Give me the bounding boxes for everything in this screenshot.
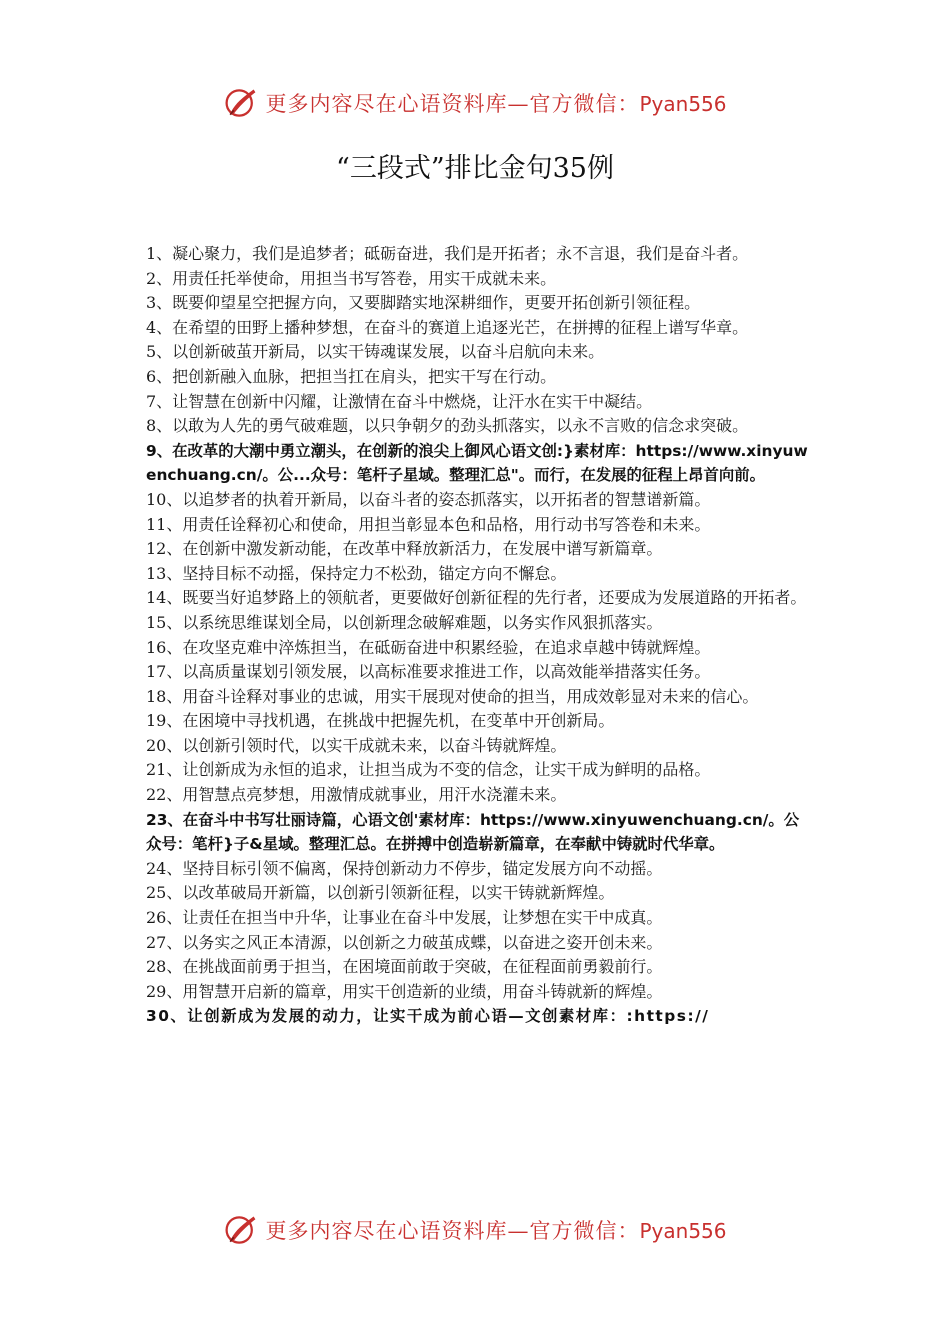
list-item: 13、坚持目标不动摇，保持定力不松劲，锚定方向不懈怠。	[146, 563, 567, 583]
banner-text: 更多内容尽在心语资料库—官方微信：Pyan556	[265, 92, 727, 116]
list-item: 2、用责任托举使命，用担当书写答卷，用实干成就未来。	[146, 268, 557, 288]
list-item: 27、以务实之风正本清源，以创新之力破茧成蝶，以奋进之姿开创未来。	[146, 932, 663, 952]
list-item: 29、用智慧开启新的篇章，用实干创造新的业绩，用奋斗铸就新的辉煌。	[146, 981, 663, 1001]
list-item: 20、以创新引领时代，以实干成就未来，以奋斗铸就辉煌。	[146, 735, 567, 755]
list-item: 12、在创新中激发新动能，在改革中释放新活力，在发展中谱写新篇章。	[146, 539, 663, 559]
list-item: 5、以创新破茧开新局，以实干铸魂谋发展，以奋斗启航向未来。	[146, 342, 605, 362]
list-item: 30、让创新成为发展的动力，让实干成为前心语—文创素材库：:https://	[146, 1007, 710, 1026]
list-item: 15、以系统思维谋划全局，以创新理念破解难题，以务实作风狠抓落实。	[146, 612, 663, 632]
list-item: 6、把创新融入血脉，把担当扛在肩头，把实干写在行动。	[146, 366, 557, 386]
list-item: 10、以追梦者的执着开新局，以奋斗者的姿态抓落实，以开拓者的智慧谱新篇。	[146, 489, 711, 509]
list-item: 24、坚持目标引领不偏离，保持创新动力不停步，锚定发展方向不动摇。	[146, 858, 663, 878]
footer-banner	[0, 1208, 950, 1252]
list-item: 28、在挑战面前勇于担当，在困境面前敢于突破，在征程面前勇毅前行。	[146, 957, 663, 977]
banner-text: 更多内容尽在心语资料库—官方微信：Pyan556	[265, 1219, 727, 1243]
pen-logo-icon	[223, 1212, 259, 1248]
list-item: 8、以敢为人先的勇气破难题，以只争朝夕的劲头抓落实，以永不言败的信念求突破。	[146, 416, 749, 436]
list-item: 26、让责任在担当中升华，让事业在奋斗中发展，让梦想在实干中成真。	[146, 908, 663, 928]
list-item: 21、让创新成为永恒的追求，让担当成为不变的信念，让实干成为鲜明的品格。	[146, 760, 711, 780]
list-item: 9、在改革的大潮中勇立潮头，在创新的浪尖上御风心语文创:}素材库：https://www.xinyuwenchuang.cn/。公...众号：笔杆子星域。整理汇总"。而行，在发展的征程上昂首向前。	[146, 441, 808, 485]
header-banner	[0, 81, 950, 125]
list-item: 23、在奋斗中书写壮丽诗篇，心语文创'素材库：https://www.xinyuwenchuang.cn/。公众号：笔杆}子&星域。整理汇总。在拼搏中创造崭新篇章，在奉献中铸就时代华章。	[146, 810, 800, 854]
list-item: 19、在困境中寻找机遇，在挑战中把握先机，在变革中开创新局。	[146, 711, 615, 731]
list-item: 3、既要仰望星空把握方向，又要脚踏实地深耕细作，更要开拓创新引领征程。	[146, 293, 701, 313]
document-body	[146, 242, 808, 1029]
list-item: 17、以高质量谋划引领发展，以高标准要求推进工作，以高效能举措落实任务。	[146, 662, 711, 682]
document-title: “三段式”排比金句35例	[336, 153, 614, 184]
list-item: 4、在希望的田野上播种梦想，在奋斗的赛道上追逐光芒，在拼搏的征程上谱写华章。	[146, 317, 749, 337]
list-item: 14、既要当好追梦路上的领航者，更要做好创新征程的先行者，还要成为发展道路的开拓者。	[146, 588, 807, 608]
list-item: 11、用责任诠释初心和使命，用担当彰显本色和品格，用行动书写答卷和未来。	[146, 514, 711, 534]
list-item: 1、凝心聚力，我们是追梦者；砥砺奋进，我们是开拓者；永不言退，我们是奋斗者。	[146, 244, 749, 263]
list-item: 16、在攻坚克难中淬炼担当，在砥砺奋进中积累经验，在追求卓越中铸就辉煌。	[146, 637, 711, 657]
list-item: 25、以改革破局开新篇，以创新引领新征程，以实干铸就新辉煌。	[146, 883, 615, 903]
list-item: 18、用奋斗诠释对事业的忠诚，用实干展现对使命的担当，用成效彰显对未来的信心。	[146, 686, 759, 706]
pen-logo-icon	[223, 85, 259, 121]
list-item: 7、让智慧在创新中闪耀，让激情在奋斗中燃烧，让汗水在实干中凝结。	[146, 391, 653, 411]
list-item: 22、用智慧点亮梦想，用激情成就事业，用汗水浇灌未来。	[146, 785, 567, 805]
